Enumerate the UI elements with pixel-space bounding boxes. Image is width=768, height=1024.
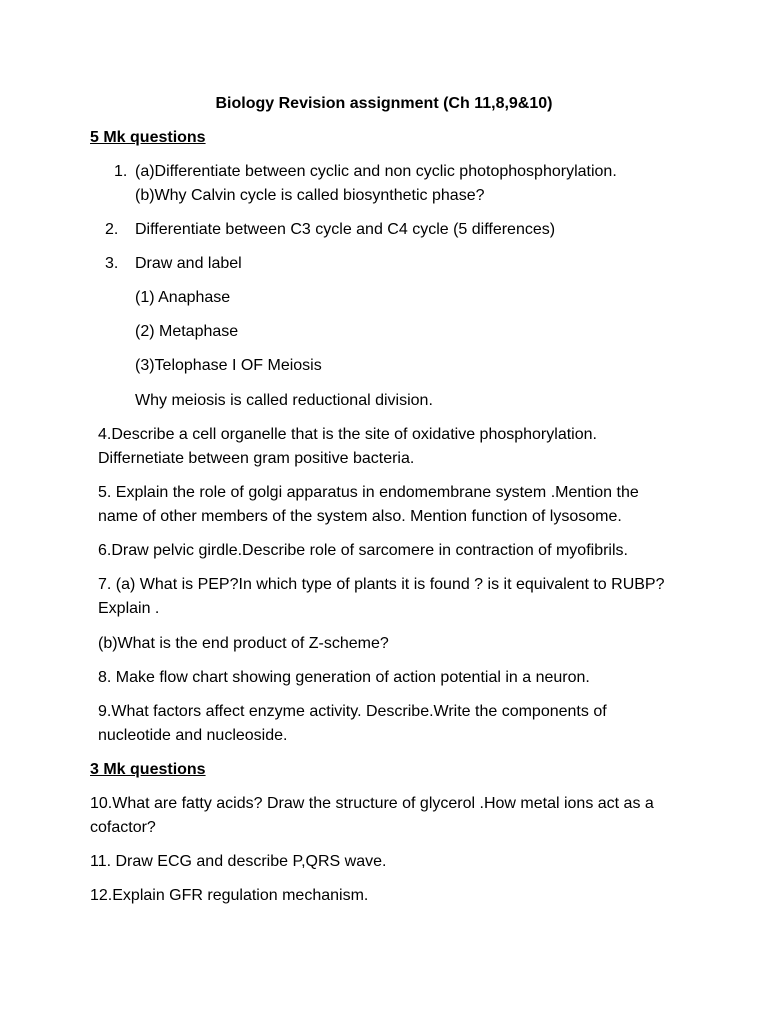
question-3-sub-telophase: (3)Telophase I OF Meiosis: [135, 357, 322, 374]
question-4-line-1: 4.Describe a cell organelle that is the site of oxidative phosphorylation.: [98, 426, 597, 443]
question-1b: (b)Why Calvin cycle is called biosynthetic phase?: [135, 187, 485, 204]
question-3-sub-anaphase: (1) Anaphase: [135, 289, 231, 306]
section-heading-3mk: 3 Mk questions: [90, 761, 206, 778]
question-5-line-2: name of other members of the system also. Mention function of lysosome.: [98, 508, 622, 525]
question-1a: (a)Differentiate between cyclic and non cyclic photophosphorylation.: [135, 163, 617, 180]
section-heading-5mk: 5 Mk questions: [90, 129, 206, 146]
question-number-2: 2.: [105, 221, 119, 238]
question-3: Draw and label: [135, 255, 242, 272]
question-6: 6.Draw pelvic girdle.Describe role of sarcomere in contraction of myofibrils.: [98, 542, 628, 559]
question-7b: (b)What is the end product of Z-scheme?: [98, 635, 389, 652]
question-8: 8. Make flow chart showing generation of action potential in a neuron.: [98, 669, 590, 686]
question-5-line-1: 5. Explain the role of golgi apparatus in endomembrane system .Mention the: [98, 484, 639, 501]
question-2: Differentiate between C3 cycle and C4 cycle (5 differences): [135, 221, 556, 238]
document-title: Biology Revision assignment (Ch 11,8,9&10): [215, 95, 553, 112]
question-4-line-2: Differnetiate between gram positive bacteria.: [98, 450, 415, 467]
question-number-3: 3.: [105, 255, 119, 272]
question-12: 12.Explain GFR regulation mechanism.: [90, 887, 369, 904]
question-10-line-1: 10.What are fatty acids? Draw the structure of glycerol .How metal ions act as a: [90, 795, 654, 812]
question-7-line-1: 7. (a) What is PEP?In which type of plants it is found ? is it equivalent to RUBP?: [98, 576, 665, 593]
question-3-sub-metaphase: (2) Metaphase: [135, 323, 239, 340]
question-9-line-1: 9.What factors affect enzyme activity. Describe.Write the components of: [98, 703, 607, 720]
question-3-followup: Why meiosis is called reductional division.: [135, 392, 433, 409]
question-9-line-2: nucleotide and nucleoside.: [98, 727, 288, 744]
question-11: 11. Draw ECG and describe P,QRS wave.: [90, 853, 387, 870]
question-number-1: 1.: [114, 163, 128, 180]
question-7-line-2: Explain .: [98, 600, 160, 617]
question-10-line-2: cofactor?: [90, 819, 156, 836]
